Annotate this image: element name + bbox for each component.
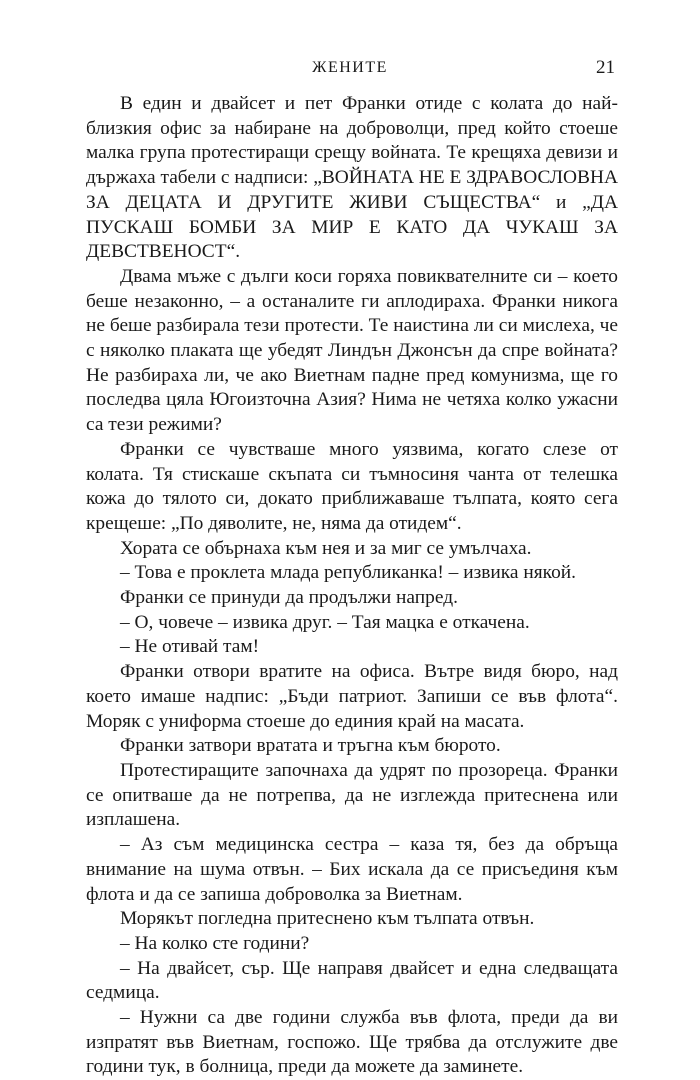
paragraph: – На колко сте години? <box>120 932 310 954</box>
body-text <box>86 92 618 1080</box>
paragraph: – О, човече – извика друг. – Тая мацка е откачена. <box>120 611 530 633</box>
page-number: 21 <box>596 57 615 78</box>
paragraph: Двама мъже с дълги коси горяха повиквателните си – което беше незаконно, – а останалите ги аплодираха. Франки никога не беше разбирала тези протести. Те наистина ли си мислеха, че с няколко плаката ще убедят Линдън Джонсън да спре войната? Не разбираха ли, че ако Виетнам падне пред комунизма, ще го последва цяла Югоизточна Азия? Нима не четяха колко ужасни са тези режими? <box>86 265 618 436</box>
running-title: ЖЕНИТЕ <box>312 59 388 76</box>
paragraph: – Нужни са две години служба във флота, преди да ви изпратят във Виетнам, госпожо. Ще трябва да отслужите две години тук, в болница, преди да можете да заминете. <box>86 1007 618 1078</box>
paragraph: Франки се принуди да продължи напред. <box>120 587 458 609</box>
paragraph: Франки се чувстваше много уязвима, когато слезе от колата. Тя стискаше скъпата си тъмносиня чанта от телешка кожа до тялото си, докато приближаваше тълпата, която сега крещеше: „По дяволите, не, няма да отидем“. <box>86 438 618 534</box>
paragraph: – Аз съм медицинска сестра – каза тя, без да обръща внимание на шума отвън. – Бих искала да се присъединя към флота и да се запиша доброволка за Виетнам. <box>86 834 618 905</box>
running-head <box>0 56 700 80</box>
paragraph: Франки затвори вратата и тръгна към бюрото. <box>120 735 501 757</box>
paragraph: Протестиращите започнаха да удрят по прозореца. Франки се опитваше да не потрепва, да не изглежда притеснена или изплашена. <box>86 759 618 831</box>
paragraph: – Не отивай там! <box>120 636 260 658</box>
paragraph: Морякът погледна притеснено към тълпата отвън. <box>120 908 535 930</box>
paragraph: – На двайсет, сър. Ще направя двайсет и една следващата седмица. <box>86 957 618 1004</box>
paragraph: В един и двайсет и пет Франки отиде с колата до най-близкия офис за набиране на доброволци, пред който стоеше малка група протестиращи срещу войната. Те крещяха девизи и държаха табели с надписи: „ВОЙНАТА НЕ Е ЗДРАВОСЛОВНА ЗА ДЕЦАТА И ДРУГИТЕ ЖИВИ СЪЩЕСТВА“ и „ДА ПУСКАШ БОМБИ ЗА МИР Е КАТО ДА ЧУКАШ ЗА ДЕВСТВЕНОСТ“. <box>86 93 618 263</box>
paragraph: – Това е проклета млада републиканка! – извика някой. <box>120 562 576 584</box>
paragraph: Хората се обърнаха към нея и за миг се умълчаха. <box>120 537 532 559</box>
paragraph: Франки отвори вратите на офиса. Вътре видя бюро, над което имаше надпис: „Бъди патриот. Запиши се във флота“. Моряк с униформа стоеше до единия край на масата. <box>86 661 618 732</box>
